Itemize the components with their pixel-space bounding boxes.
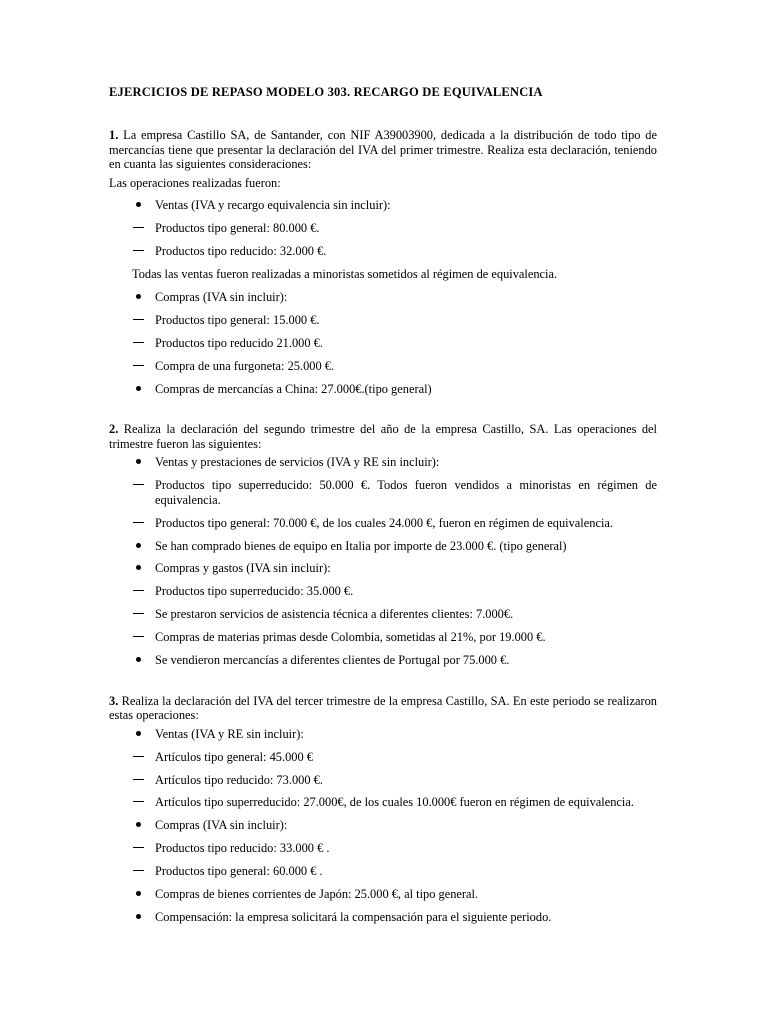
list-item — [109, 455, 657, 470]
bullet-icon — [131, 818, 145, 833]
exercise-1-subtitle: Las operaciones realizadas fueron: — [109, 175, 281, 190]
dash-icon — [131, 750, 145, 765]
exercise-3-intro — [109, 694, 657, 723]
bullet-icon — [131, 455, 145, 470]
dash-icon — [131, 584, 145, 599]
list-item-text: Compras (IVA sin incluir): — [155, 818, 288, 833]
list-item-text: Compras de bienes corrientes de Japón: 25.000 €, al tipo general. — [155, 887, 479, 902]
bullet-icon — [131, 727, 145, 742]
bullet-icon — [131, 561, 145, 576]
list-item-text: Compras de materias primas desde Colombia, sometidas al 21%, por 19.000 €. — [155, 630, 546, 645]
list-item — [109, 841, 657, 856]
exercise-1-intro — [109, 128, 657, 172]
exercise-2-intro — [109, 422, 657, 451]
list-item — [109, 221, 657, 236]
list-item-text: Productos tipo reducido: 33.000 € . — [155, 841, 330, 856]
list-item — [109, 750, 657, 765]
list-item-text: Se vendieron mercancías a diferentes clientes de Portugal por 75.000 €. — [155, 653, 510, 667]
list-item — [109, 516, 657, 531]
list-item — [109, 478, 657, 507]
list-item — [109, 561, 657, 576]
dash-icon — [131, 841, 145, 856]
exercise-3-list — [109, 727, 657, 925]
dash-icon — [131, 336, 145, 351]
dash-icon — [131, 773, 145, 788]
dash-icon — [131, 795, 145, 810]
list-item-text: Productos tipo general: 15.000 €. — [155, 312, 320, 327]
dash-icon — [131, 244, 145, 259]
list-item-text: Productos tipo general: 80.000 €. — [155, 221, 320, 236]
exercise-1-note: Todas las ventas fueron realizadas a minoristas sometidos al régimen de equivalencia. — [132, 267, 558, 282]
dash-icon — [131, 478, 145, 493]
list-item — [109, 313, 657, 328]
list-item-text: Se han comprado bienes de equipo en Italia por importe de 23.000 €. (tipo general) — [155, 538, 567, 553]
document-title: EJERCICIOS DE REPASO MODELO 303. RECARGO DE EQUIVALENCIA — [109, 85, 543, 99]
list-item — [109, 539, 657, 554]
exercise-1-intro-text: La empresa Castillo SA, de Santander, con NIF A39003900, dedicada a la distribución de todo tipo de mercancías tiene que presentar la declaración del IVA del primer trimestre. Realiza esta declaración, teniendo en cuanta las siguientes consideraciones: — [109, 128, 657, 172]
list-item — [109, 336, 657, 351]
list-item — [109, 818, 657, 833]
bullet-icon — [131, 290, 145, 305]
dash-icon — [131, 313, 145, 328]
list-item-text: Compras y gastos (IVA sin incluir): — [155, 561, 331, 576]
list-item-text: Artículos tipo superreducido: 27.000€, de los cuales 10.000€ fueron en régimen de equivalencia. — [155, 795, 634, 810]
list-item-text: Se prestaron servicios de asistencia técnica a diferentes clientes: 7.000€. — [155, 607, 514, 622]
list-item-text: Compras de mercancías a China: 27.000€.(tipo general) — [155, 381, 432, 396]
exercise-1-list — [109, 198, 657, 258]
list-item — [109, 584, 657, 599]
list-item — [109, 653, 657, 668]
exercise-2 — [109, 422, 657, 668]
exercise-1 — [109, 128, 657, 396]
dash-icon — [131, 359, 145, 374]
list-item-text: Productos tipo general: 60.000 € . — [155, 864, 323, 879]
list-item — [109, 359, 657, 374]
bullet-icon — [131, 382, 145, 397]
exercise-3-intro-text: Realiza la declaración del IVA del tercer trimestre de la empresa Castillo, SA. En este periodo se realizaron estas operaciones: — [109, 693, 657, 723]
list-item — [109, 244, 657, 259]
bullet-icon — [131, 198, 145, 213]
bullet-icon — [131, 539, 145, 554]
exercise-3-number: 3. — [109, 693, 119, 708]
list-item-text: Artículos tipo reducido: 73.000 €. — [155, 772, 323, 787]
list-item — [109, 630, 657, 645]
exercise-2-intro-text: Realiza la declaración del segundo trimestre del año de la empresa Castillo, SA. Las operaciones del trimestre fueron las siguientes: — [109, 422, 657, 451]
bullet-icon — [131, 887, 145, 902]
bullet-icon — [131, 653, 145, 668]
list-item — [109, 198, 657, 213]
list-item — [109, 795, 657, 810]
list-item-text: Compensación: la empresa solicitará la compensación para el siguiente periodo. — [155, 909, 552, 924]
exercise-1-number: 1. — [109, 128, 119, 142]
list-item — [109, 910, 657, 925]
exercise-1-list-2 — [109, 290, 657, 396]
list-item-text: Productos tipo superreducido: 50.000 €. Todos fueron vendidos a minoristas en régimen de equivalencia. — [155, 478, 657, 507]
exercise-3 — [109, 694, 657, 925]
list-item-text: Compra de una furgoneta: 25.000 €. — [155, 358, 335, 373]
dash-icon — [131, 864, 145, 879]
list-item-text: Productos tipo reducido 21.000 €. — [155, 335, 323, 350]
list-item-text: Ventas y prestaciones de servicios (IVA y RE sin incluir): — [155, 455, 440, 470]
dash-icon — [131, 516, 145, 531]
list-item-text: Artículos tipo general: 45.000 € — [155, 749, 313, 764]
list-item-text: Ventas (IVA y RE sin incluir): — [155, 726, 304, 741]
document-page — [109, 84, 657, 933]
list-item-text: Ventas (IVA y recargo equivalencia sin incluir): — [155, 198, 391, 213]
dash-icon — [131, 607, 145, 622]
list-item — [109, 290, 657, 305]
list-item-text: Productos tipo superreducido: 35.000 €. — [155, 584, 354, 599]
list-item — [109, 887, 657, 902]
list-item — [109, 382, 657, 397]
list-item — [109, 773, 657, 788]
bullet-icon — [131, 910, 145, 925]
list-item-text: Compras (IVA sin incluir): — [155, 289, 288, 304]
dash-icon — [131, 221, 145, 236]
list-item-text: Productos tipo general: 70.000 €, de los cuales 24.000 €, fueron en régimen de equivalencia. — [155, 515, 613, 530]
dash-icon — [131, 630, 145, 645]
exercise-2-list — [109, 455, 657, 667]
list-item-text: Productos tipo reducido: 32.000 €. — [155, 244, 327, 259]
list-item — [109, 727, 657, 742]
list-item — [109, 864, 657, 879]
exercise-2-number: 2. — [109, 422, 119, 437]
list-item — [109, 607, 657, 622]
